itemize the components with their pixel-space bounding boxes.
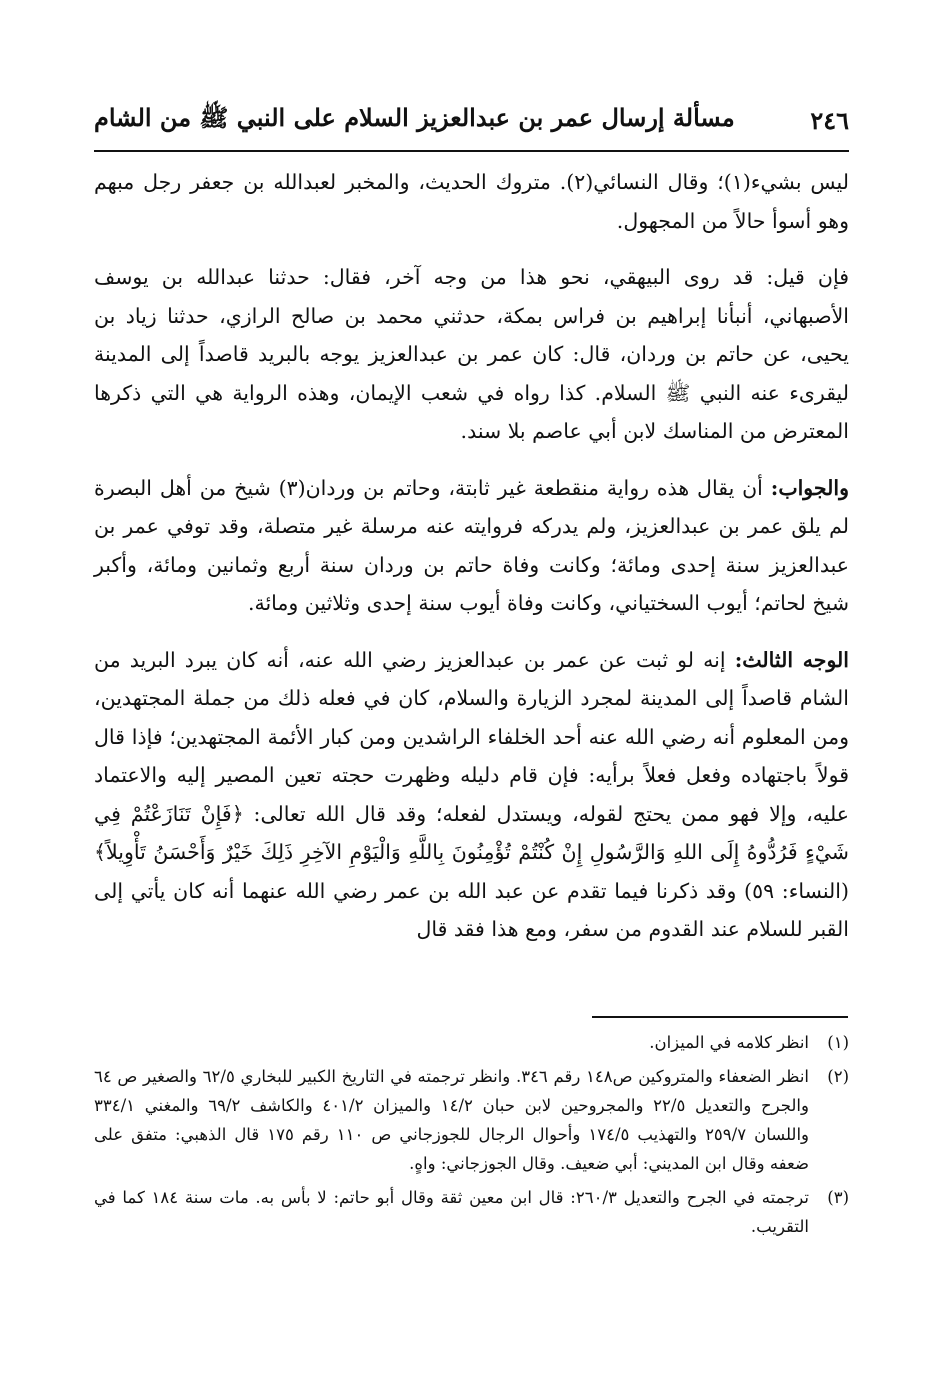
paragraph-2: فإن قيل: قد روى البيهقي، نحو هذا من وجه آخر، فقال: حدثنا عبدالله بن يوسف الأصبهاني، أنبأنا إبراهيم بن فراس بمكة، حدثني محمد بن صالح الرازي، حدثنا زياد بن يحيى، عن حاتم بن وردان، قال: كان عمر بن عبدالعزيز يوجه بالبريد قاصداً إلى المدينة ليقرىء عنه النبي ﷺ السلام. كذا رواه في شعب الإيمان، وهذه الرواية هي التي ذكرها المعترض من المناسك لابن أبي عاصم بلا سند. [94, 265, 849, 443]
footnote-1 [94, 1028, 849, 1057]
footnote-number: (١) [827, 1033, 849, 1052]
paragraph-4 [94, 641, 849, 949]
page-number: ٢٤٦ [810, 105, 849, 135]
paragraph-4-text: إنه لو ثبت عن عمر بن عبدالعزيز رضي الله عنه، أنه كان يبرد البريد من الشام قاصداً إلى المدينة لمجرد الزيارة والسلام، كان في فعله ذلك من جملة المجتهدين، ومن المعلوم أنه رضي الله عنه أحد الخلفاء الراشدين ومن كبار الأئمة المجتهدين؛ فإذا قال قولاً باجتهاده وفعل فعلاً برأيه: فإن قام دليله وظهرت حجته تعين المصير إليه والاعتماد عليه، وإلا فهو ممن يحتج لقوله، ويستدل لفعله؛ وقد قال الله تعالى: ﴿فَإِنْ تَنَازَعْتُمْ فِي شَيْءٍ فَرُدُّوهُ إِلَى اللهِ وَالرَّسُولِ إِنْ كُنْتُمْ تُؤْمِنُونَ بِاللَّهِ وَالْيَوْمِ الآخِرِ ذَلِكَ خَيْرٌ وَأَحْسَنُ تَأْوِيلاً﴾ (النساء: ٥٩) وقد ذكرنا فيما تقدم عن عبد الله بن عمر رضي الله عنهما أنه كان يأتي إلى القبر للسلام عند القدوم من سفر، ومع هذا فقد قال [94, 647, 849, 941]
footnote-2 [94, 1062, 849, 1178]
main-text [94, 163, 849, 967]
paragraph-4-lead: الوجه الثالث: [734, 647, 849, 672]
footnote-number: (٣) [827, 1188, 849, 1207]
footnotes [94, 1028, 849, 1246]
footnote-divider [592, 1016, 848, 1018]
paragraph-3 [94, 469, 849, 623]
footnote-number: (٢) [827, 1067, 849, 1086]
paragraph-1: ليس بشيء(١)؛ وقال النسائي(٢). متروك الحديث، والمخبر لعبدالله بن جعفر رجل مبهم وهو أسوأ حالاً من المجهول. [94, 170, 849, 233]
footnote-text: ترجمته في الجرح والتعديل ٢٦٠/٣: قال ابن معين ثقة وقال أبو حاتم: لا بأس به. مات سنة ١٨٤ كما في التقريب. [94, 1188, 810, 1236]
running-title: مسألة إرسال عمر بن عبدالعزيز السلام على النبي ﷺ من الشام [94, 102, 735, 132]
footnote-text: انظر الضعفاء والمتروكين ص١٤٨ رقم ٣٤٦. وانظر ترجمته في التاريخ الكبير للبخاري ٦٢/٥ والصغير ص ٦٤ والجرح والتعديل ٢٢/٥ والمجروحين لابن حبان ١٤/٢ والميزان ٤٠١/٢ والكاشف ٦٩/٢ والمغني ٣٣٤/١ واللسان ٢٥٩/٧ والتهذيب ١٧٤/٥ وأحوال الرجال للجوزجاني ص ١١٠ رقم ١٧٥ قال الذهبي: متفق على ضعفه وقال ابن المديني: أبي ضعيف. وقال الجوزجاني: واهٍ. [94, 1067, 810, 1173]
paragraph-3-lead: والجواب: [770, 475, 849, 500]
header-divider [94, 150, 849, 152]
page-header [94, 96, 849, 144]
footnote-3 [94, 1183, 849, 1241]
footnote-text: انظر كلامه في الميزان. [649, 1033, 809, 1052]
paragraph-3-text: أن يقال هذه رواية منقطعة غير ثابتة، وحاتم بن وردان(٣) شيخ من أهل البصرة لم يلق عمر بن عبدالعزيز، ولم يدركه فروايته عنه مرسلة غير متصلة، وقد توفي عمر بن عبدالعزيز سنة إحدى ومائة؛ وكانت وفاة حاتم بن وردان سنة أربع وثمانين ومائة، وأكبر شيخ لحاتم؛ أيوب السختياني، وكانت وفاة أيوب سنة إحدى وثلاثين ومائة. [94, 475, 849, 615]
